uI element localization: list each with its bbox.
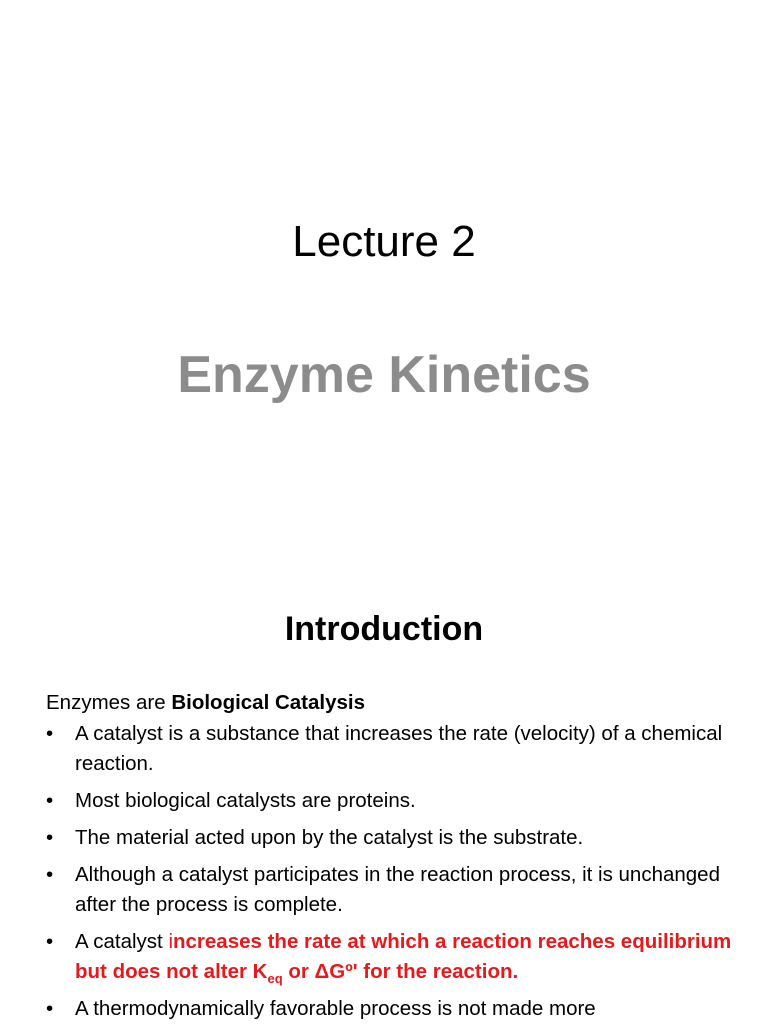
- slide-body: [46, 688, 736, 1031]
- red-main: ncreases the rate at which a reaction reaches equilibrium but does not alter K: [75, 930, 732, 983]
- bullet-item: [46, 719, 736, 779]
- bullet-item: [46, 823, 736, 853]
- bullet-text: A thermodynamically favorable process is not made more: [75, 997, 596, 1020]
- bullet-dot: •: [46, 826, 54, 849]
- bullet-text: [75, 930, 732, 987]
- bullet-item: [46, 786, 736, 816]
- lead-bold: Biological Catalysis: [171, 691, 366, 714]
- emphasis-red-text: [75, 930, 732, 987]
- bullet-list: [46, 719, 736, 1024]
- bullet-prefix: A catalyst: [75, 930, 169, 953]
- bullet-text: The material acted upon by the catalyst is the substrate.: [75, 826, 584, 849]
- bullet-dot: •: [46, 789, 54, 812]
- red-initial: i: [168, 930, 173, 953]
- bullet-item-partial: [46, 994, 736, 1024]
- bullet-text: A catalyst is a substance that increases the rate (velocity) of a chemical reaction.: [75, 722, 723, 775]
- bullet-dot: •: [46, 930, 54, 953]
- lead-prefix: Enzymes are: [46, 691, 172, 714]
- bullet-dot: •: [46, 863, 54, 886]
- bullet-item-catalyst-equilibrium: [46, 927, 736, 987]
- bullet-item: [46, 860, 736, 920]
- bullet-dot: •: [46, 997, 54, 1020]
- keq-subscript: eq: [267, 971, 283, 987]
- section-heading: Introduction: [284, 610, 484, 648]
- red-tail: or ΔGº' for the reaction.: [282, 960, 519, 983]
- bullet-dot: •: [46, 722, 54, 745]
- slide-subtitle: Enzyme Kinetics: [177, 346, 591, 404]
- lead-line: [46, 688, 736, 718]
- slide-title: Lecture 2: [292, 217, 476, 266]
- bullet-text: Most biological catalysts are proteins.: [75, 789, 416, 812]
- bullet-text: Although a catalyst participates in the reaction process, it is unchanged after the process is complete.: [75, 863, 720, 916]
